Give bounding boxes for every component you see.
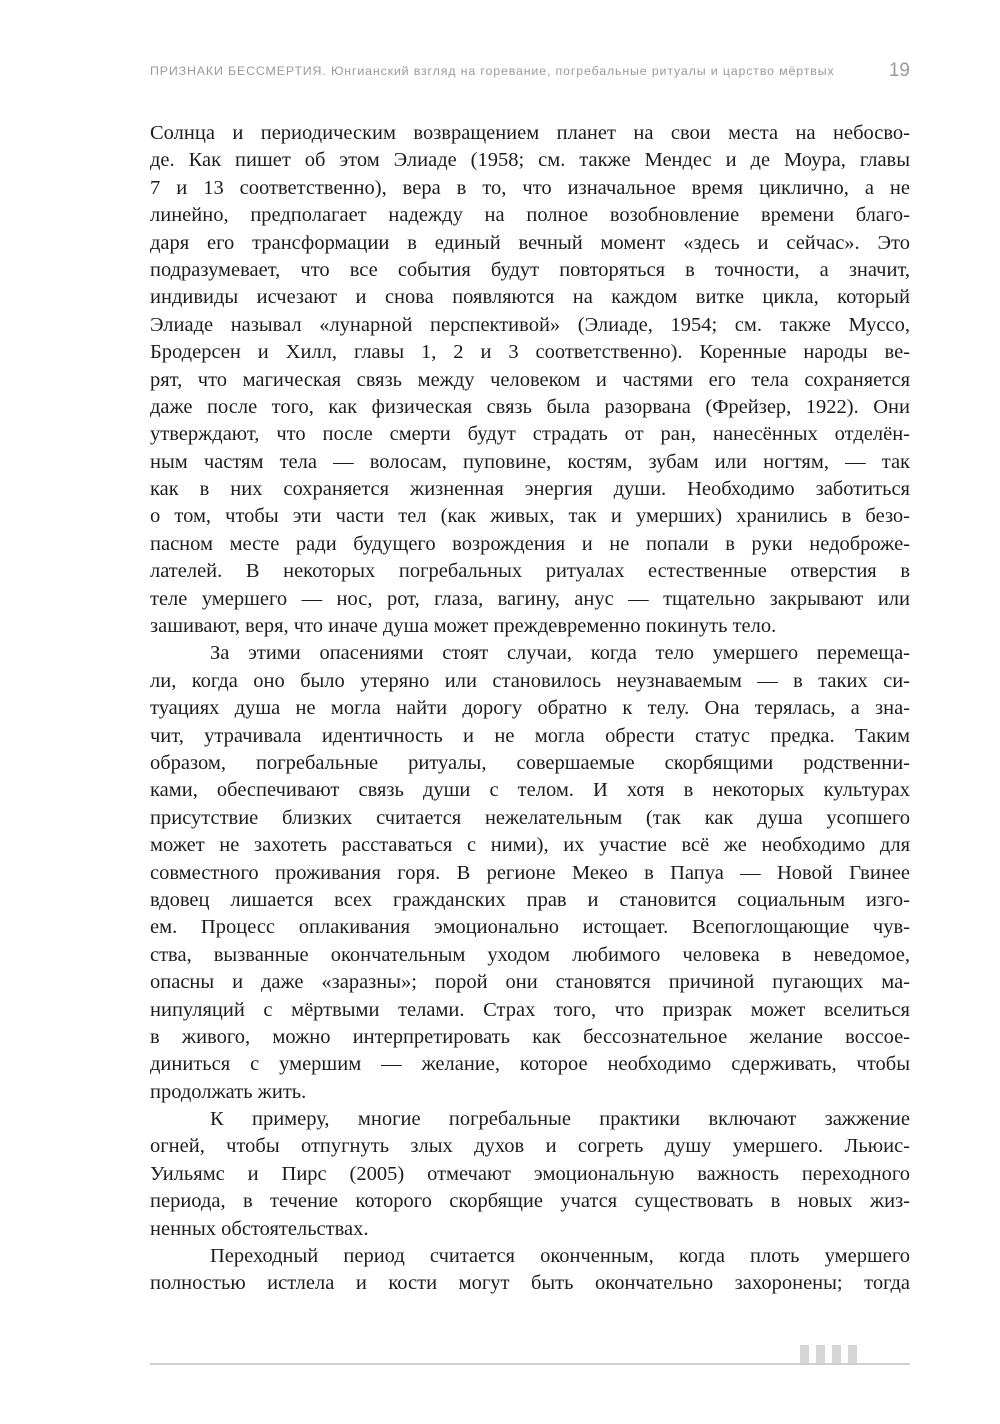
text-line: утверждают, что после смерти будут страдать от ран, нанесённых отделён-: [150, 423, 910, 446]
text-line: За этими опасениями стоят случаи, когда тело умершего перемеща-: [210, 642, 910, 665]
text-line: совместного проживания горя. В регионе Мекео в Папуа — Новой Гвинее: [150, 861, 910, 884]
text-line: продолжать жить.: [150, 1080, 307, 1103]
page-number: 19: [888, 60, 910, 81]
text-line: Бродерсен и Хилл, главы 1, 2 и 3 соответственно). Коренные народы ве-: [150, 341, 910, 364]
footer-ornament: [800, 1345, 857, 1363]
text-line: К примеру, многие погребальные практики включают зажжение: [210, 1108, 910, 1131]
text-line: линейно, предполагает надежду на полное возобновление времени благо-: [150, 204, 910, 227]
text-line: зашивают, веря, что иначе душа может преждевременно покинуть тело.: [150, 615, 777, 638]
text-line: полностью истлела и кости могут быть окончательно захоронены; тогда: [150, 1272, 910, 1295]
text-line: нипуляций с мёртвыми телами. Страх того, что призрак может вселиться: [150, 998, 910, 1021]
text-line: образом, погребальные ритуалы, совершаемые скорбящими родственни-: [150, 751, 910, 774]
footer-mark: [832, 1345, 841, 1363]
text-line: о том, чтобы эти части тел (как живых, так и умерших) хранились в безо-: [150, 505, 910, 528]
text-line: ства, вызванные окончательным уходом любимого человека в неведомое,: [150, 943, 910, 966]
text-line: периода, в течение которого скорбящие учатся существовать в новых жиз-: [150, 1190, 910, 1213]
text-line: 7 и 13 соответственно), вера в то, что изначальное время циклично, а не: [150, 176, 910, 199]
footer-mark: [816, 1345, 825, 1363]
text-line: туациях душа не могла найти дорогу обратно к телу. Она терялась, а зна-: [150, 697, 910, 720]
text-line: Уильямс и Пирс (2005) отмечают эмоциональную важность переходного: [150, 1162, 910, 1185]
text-line: теле умершего — нос, рот, глаза, вагину, анус — тщательно закрывают или: [150, 587, 910, 610]
text-line: огней, чтобы отпугнуть злых духов и согреть душу умершего. Льюис-: [150, 1135, 910, 1158]
text-line: может не захотеть расставаться с ними), их участие всё же необходимо для: [150, 834, 910, 857]
text-line: опасны и даже «заразны»; порой они становятся причиной пугающих ма-: [150, 971, 910, 994]
text-line: лателей. В некоторых погребальных ритуалах естественные отверстия в: [150, 560, 910, 583]
text-line: рят, что магическая связь между человеком и частями его тела сохраняется: [150, 368, 910, 391]
text-line: ненных обстоятельствах.: [150, 1217, 369, 1240]
text-line: ками, обеспечивают связь души с телом. И хотя в некоторых культурах: [150, 779, 910, 802]
text-line: как в них сохраняется жизненная энергия души. Необходимо заботиться: [150, 478, 910, 501]
text-line: в живого, можно интерпретировать как бессознательное желание воссое-: [150, 1025, 910, 1048]
text-line: даря его трансформации в единый вечный момент «здесь и сейчас». Это: [150, 231, 910, 254]
text-line: ем. Процесс оплакивания эмоционально истощает. Всепоглощающие чув-: [150, 916, 910, 939]
text-line: вдовец лишается всех гражданских прав и становится социальным изго-: [150, 888, 910, 911]
footer-mark: [800, 1345, 809, 1363]
text-line: индивиды исчезают и снова появляются на каждом витке цикла, который: [150, 286, 910, 309]
running-head-title: ПРИЗНАКИ БЕССМЕРТИЯ. Юнгианский взгляд на горевание, погребальные ритуалы и царство мёртвых: [150, 64, 835, 78]
footer-mark: [848, 1345, 857, 1363]
text-line: чит, утрачивала идентичность и не могла обрести статус предка. Таким: [150, 724, 910, 747]
text-line: ли, когда оно было утеряно или становилось неузнаваемым — в таких си-: [150, 669, 910, 692]
text-line: Солнца и периодическим возвращением планет на свои места на небосво-: [150, 122, 910, 144]
text-line: присутствие близких считается нежелательным (так как душа усопшего: [150, 806, 910, 829]
text-line: Элиаде называл «лунарной перспективой» (Элиаде, 1954; см. также Муссо,: [150, 313, 910, 336]
text-line: ным частям тела — волосам, пуповине, костям, зубам или ногтям, — так: [150, 450, 910, 473]
body-text: [150, 120, 910, 1298]
text-line: даже после того, как физическая связь была разорвана (Фрейзер, 1922). Они: [150, 395, 910, 418]
text-line: де. Как пишет об этом Элиаде (1958; см. также Мендес и де Моура, главы: [150, 149, 910, 172]
text-line: подразумевает, что все события будут повторяться в точности, а значит,: [150, 258, 910, 281]
text-line: диниться с умершим — желание, которое необходимо сдерживать, чтобы: [150, 1053, 910, 1076]
running-head: [150, 60, 910, 86]
text-line: Переходный период считается оконченным, когда плоть умершего: [210, 1245, 910, 1268]
text-line: пасном месте ради будущего возрождения и не попали в руки недоброже-: [150, 532, 910, 555]
footer-rule: [150, 1363, 910, 1365]
